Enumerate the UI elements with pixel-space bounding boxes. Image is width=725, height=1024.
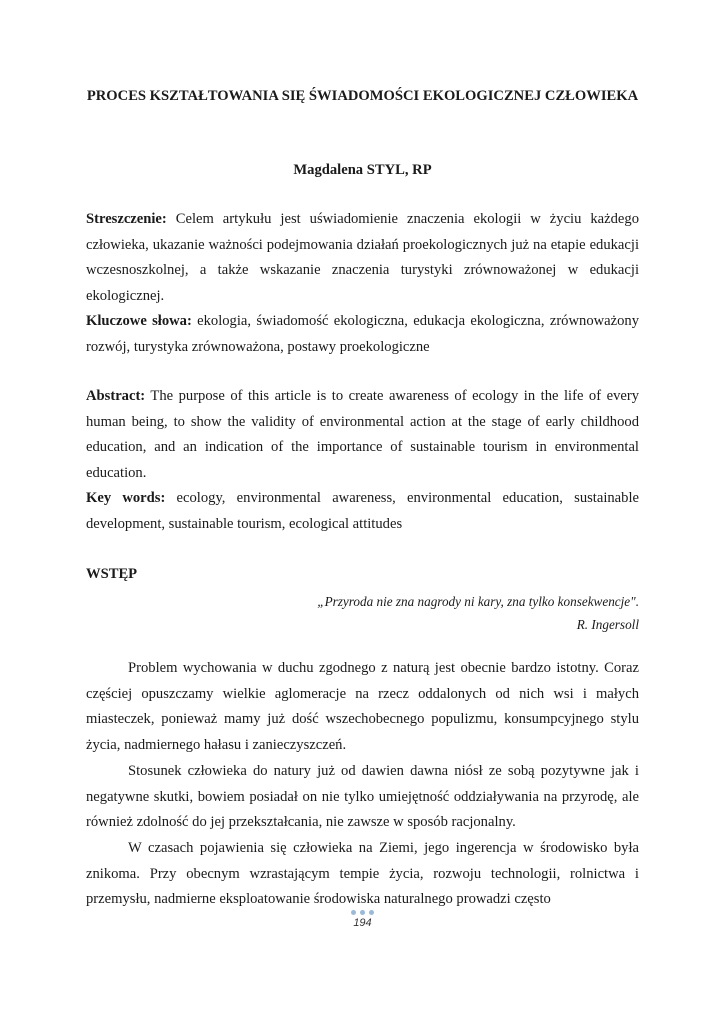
keywords-pl-text: ekologia, świadomość ekologiczna, edukacja ekologiczna, zrównoważony rozwój, turystyka zrównoważona, postawy proekologiczne [86, 313, 640, 355]
body-paragraph-3: W czasach pojawienia się człowieka na Ziemi, jego ingerencja w środowisko była znikoma. Przy obecnym wzrastającym tempie życia, rozwoju technologii, rolnictwa i przemysłu, nadmierne eksploatowanie środowiska naturalnego prowadzi często [86, 840, 639, 907]
abstract-en-label: Abstract: [86, 388, 146, 404]
motto-author: R. Ingersoll [576, 617, 639, 632]
page-footer [0, 910, 725, 929]
body-paragraph-2: Stosunek człowieka do natury już od dawien dawna niósł ze sobą pozytywne jak i negatywne skutki, bowiem posiadał on nie tylko umiejętność oddziaływania na przyrodę, ale również zdolność do jej przekształcania, nie zawsze w sposób racjonalny. [86, 763, 639, 830]
abstract-en-text: The purpose of this article is to create awareness of ecology in the life of every human being, to show the validity of environmental action at the stage of early childhood education, and an indication of the importance of sustainable tourism in environmental education. [86, 388, 639, 481]
keywords-pl-label: Kluczowe słowa: [86, 313, 192, 329]
page-number: 194 [353, 917, 372, 929]
keywords-pl [86, 309, 639, 360]
abstract-pl-label: Streszczenie: [86, 211, 167, 227]
section-heading: WSTĘP [86, 566, 138, 582]
body-paragraph-1: Problem wychowania w duchu zgodnego z naturą jest obecnie bardzo istotny. Coraz częściej opuszczamy wielkie aglomeracje na rzecz oddalonych od nich wsi i małych miasteczek, ponieważ mamy już dość wszechobecnego populizmu, konsumpcyjnego stylu życia, nadmiernego hałasu i zanieczyszczeń. [86, 660, 639, 753]
abstract-en [86, 384, 639, 486]
keywords-en [86, 486, 639, 537]
motto [86, 590, 639, 636]
article-author: Magdalena STYL, RP [293, 162, 432, 178]
motto-quote: „Przyroda nie zna nagrody ni kary, zna tylko konsekwencje". [317, 594, 639, 609]
keywords-en-text: ecology, environmental awareness, environmental education, sustainable development, sustainable tourism, ecological attitudes [86, 490, 639, 532]
abstract-pl [86, 207, 639, 309]
footer-dots-icon [0, 910, 725, 915]
keywords-en-label: Key words: [86, 490, 166, 506]
abstract-pl-text: Celem artykułu jest uświadomienie znaczenia ekologii w życiu każdego człowieka, ukazanie ważności podejmowania działań proekologicznych już na etapie edukacji wczesnoszkolnej, a także wskazanie znaczenia turystyki zrównoważonej w edukacji ekologicznej. [86, 211, 639, 304]
article-title: PROCES KSZTAŁTOWANIA SIĘ ŚWIADOMOŚCI EKOLOGICZNEJ CZŁOWIEKA [86, 88, 639, 104]
